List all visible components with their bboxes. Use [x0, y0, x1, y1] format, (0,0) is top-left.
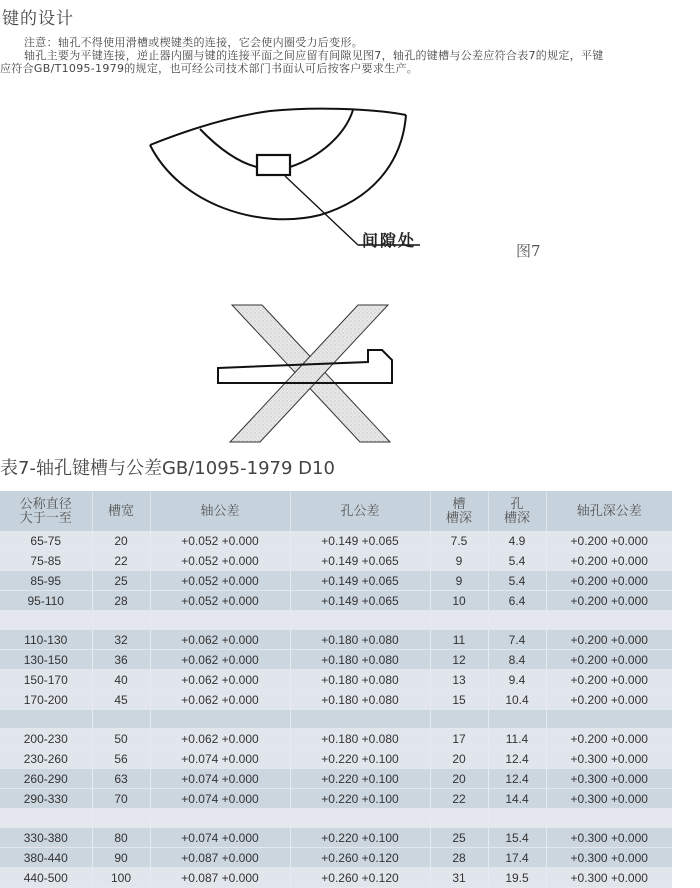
table-cell: 100	[92, 868, 150, 888]
table-cell: 14.4	[488, 789, 546, 809]
table-cell: +0.062 +0.000	[150, 690, 290, 710]
table-cell: 70	[92, 789, 150, 809]
figure-wedge-key-prohibited-icon	[210, 300, 410, 445]
table-cell: 40	[92, 670, 150, 690]
table-cell: +0.074 +0.000	[150, 749, 290, 769]
table-cell: 11	[430, 630, 488, 650]
table-cell: 20	[430, 769, 488, 789]
table-cell: 90	[92, 848, 150, 868]
table-cell: 17.4	[488, 848, 546, 868]
table-cell: 12.4	[488, 769, 546, 789]
table-cell: 440-500	[0, 868, 92, 888]
table-cell: +0.052 +0.000	[150, 571, 290, 591]
table-row	[0, 591, 672, 611]
table-group-spacer	[0, 710, 672, 729]
table-cell: +0.220 +0.100	[290, 749, 430, 769]
table-cell: 80	[92, 828, 150, 848]
table-cell: +0.149 +0.065	[290, 531, 430, 551]
table-row	[0, 551, 672, 571]
table-cell: 22	[430, 789, 488, 809]
table-cell: 20	[92, 531, 150, 551]
table-cell: 10	[430, 591, 488, 611]
table-cell: +0.180 +0.080	[290, 670, 430, 690]
table-cell: 13	[430, 670, 488, 690]
table-cell: 22	[92, 551, 150, 571]
table-cell: +0.180 +0.080	[290, 690, 430, 710]
table-cell: +0.180 +0.080	[290, 630, 430, 650]
body-line-1: 轴孔主要为平键连接，逆止器内圈与键的连接平面之间应留有间隙见图7，轴孔的键槽与公差应符合表7的规定，平键	[24, 49, 604, 62]
table-cell: 290-330	[0, 789, 92, 809]
table-cell: +0.149 +0.065	[290, 591, 430, 611]
table-cell: 380-440	[0, 848, 92, 868]
header-slot-width: 槽宽	[92, 491, 150, 531]
table-cell: 170-200	[0, 690, 92, 710]
table-cell: +0.149 +0.065	[290, 571, 430, 591]
table-cell: 20	[430, 749, 488, 769]
table-cell: 7.4	[488, 630, 546, 650]
table-cell: 45	[92, 690, 150, 710]
table-cell: 15.4	[488, 828, 546, 848]
table-cell: +0.260 +0.120	[290, 868, 430, 888]
table-row	[0, 848, 672, 868]
table-cell: +0.180 +0.080	[290, 729, 430, 749]
table-cell: +0.220 +0.100	[290, 789, 430, 809]
table-cell: 95-110	[0, 591, 92, 611]
table-cell: +0.300 +0.000	[546, 749, 672, 769]
table-cell: +0.087 +0.000	[150, 848, 290, 868]
table-cell: 11.4	[488, 729, 546, 749]
intro-text	[0, 36, 700, 75]
header-nominal-diameter: 公称直径 大于一至	[0, 491, 92, 531]
table-cell: 8.4	[488, 650, 546, 670]
table-cell: 75-85	[0, 551, 92, 571]
table-cell: 63	[92, 769, 150, 789]
table-cell: +0.220 +0.100	[290, 769, 430, 789]
header-shaft-tolerance: 轴公差	[150, 491, 290, 531]
table-cell: +0.200 +0.000	[546, 591, 672, 611]
table-cell: +0.052 +0.000	[150, 551, 290, 571]
table-cell: 10.4	[488, 690, 546, 710]
table-cell: 50	[92, 729, 150, 749]
table-cell: 28	[430, 848, 488, 868]
table-row	[0, 868, 672, 888]
table-cell: 31	[430, 868, 488, 888]
table-cell: +0.062 +0.000	[150, 630, 290, 650]
table-cell: 12.4	[488, 749, 546, 769]
note-line: 注意：轴孔不得使用滑槽或楔键类的连接，它会使内圈受力后变形。	[24, 36, 363, 49]
table-cell: 28	[92, 591, 150, 611]
table-row	[0, 828, 672, 848]
table-cell: 85-95	[0, 571, 92, 591]
header-depth-tolerance: 轴孔深公差	[546, 491, 672, 531]
table-cell: +0.260 +0.120	[290, 848, 430, 868]
table-cell: +0.200 +0.000	[546, 729, 672, 749]
table-cell: +0.062 +0.000	[150, 729, 290, 749]
table-cell: +0.149 +0.065	[290, 551, 430, 571]
table-cell: 5.4	[488, 571, 546, 591]
gap-callout-label: 间隙处	[362, 231, 417, 250]
table-cell: 4.9	[488, 531, 546, 551]
table-cell: 65-75	[0, 531, 92, 551]
header-slot-depth: 槽 槽深	[430, 491, 488, 531]
table-cell: +0.200 +0.000	[546, 650, 672, 670]
table-row	[0, 769, 672, 789]
table-cell: 25	[92, 571, 150, 591]
table-cell: +0.052 +0.000	[150, 531, 290, 551]
figure-7-caption: 图7	[516, 242, 541, 260]
table-cell: +0.200 +0.000	[546, 690, 672, 710]
table-cell: +0.062 +0.000	[150, 670, 290, 690]
table-group-spacer	[0, 809, 672, 828]
table-title: 表7-轴孔键槽与公差GB/1095-1979 D10	[0, 458, 335, 479]
table-row	[0, 690, 672, 710]
table-cell: 32	[92, 630, 150, 650]
table-cell: +0.087 +0.000	[150, 868, 290, 888]
table-row	[0, 729, 672, 749]
table-cell: +0.300 +0.000	[546, 769, 672, 789]
table-row	[0, 630, 672, 650]
table-row	[0, 749, 672, 769]
table-cell: +0.300 +0.000	[546, 789, 672, 809]
table-cell: +0.300 +0.000	[546, 868, 672, 888]
table-cell: +0.300 +0.000	[546, 828, 672, 848]
table-cell: +0.200 +0.000	[546, 551, 672, 571]
table-cell: 200-230	[0, 729, 92, 749]
table-cell: +0.220 +0.100	[290, 828, 430, 848]
table-cell: 130-150	[0, 650, 92, 670]
table-cell: +0.074 +0.000	[150, 828, 290, 848]
table-cell: +0.200 +0.000	[546, 630, 672, 650]
table-cell: 230-260	[0, 749, 92, 769]
table-cell: +0.180 +0.080	[290, 650, 430, 670]
table-cell: 19.5	[488, 868, 546, 888]
table-cell: 25	[430, 828, 488, 848]
header-hole-tolerance: 孔公差	[290, 491, 430, 531]
table-cell: 6.4	[488, 591, 546, 611]
table-cell: 15	[430, 690, 488, 710]
table-cell: 260-290	[0, 769, 92, 789]
table-cell: +0.300 +0.000	[546, 848, 672, 868]
table-cell: 9	[430, 571, 488, 591]
table-cell: 5.4	[488, 551, 546, 571]
table-row	[0, 670, 672, 690]
table-cell: 9	[430, 551, 488, 571]
table-cell: 56	[92, 749, 150, 769]
table-cell: 150-170	[0, 670, 92, 690]
table-cell: 330-380	[0, 828, 92, 848]
body-line-2: 应符合GB/T1095-1979的规定，也可经公司技术部门书面认可后按客户要求生产。	[0, 62, 419, 75]
table-cell: +0.052 +0.000	[150, 591, 290, 611]
table-row	[0, 531, 672, 551]
table-row	[0, 571, 672, 591]
page-title: 键的设计	[2, 9, 74, 29]
table-cell: +0.062 +0.000	[150, 650, 290, 670]
table-cell: +0.200 +0.000	[546, 571, 672, 591]
table-cell: 12	[430, 650, 488, 670]
table-cell: 17	[430, 729, 488, 749]
table-row	[0, 650, 672, 670]
table-cell: 7.5	[430, 531, 488, 551]
table-cell: +0.200 +0.000	[546, 531, 672, 551]
table-cell: +0.074 +0.000	[150, 769, 290, 789]
table-header-row	[0, 491, 672, 531]
header-hole-slot-depth: 孔 槽深	[488, 491, 546, 531]
table-cell: 9.4	[488, 670, 546, 690]
keyway-tolerance-table	[0, 491, 672, 888]
table-cell: +0.074 +0.000	[150, 789, 290, 809]
table-row	[0, 789, 672, 809]
table-cell: 110-130	[0, 630, 92, 650]
table-cell: +0.200 +0.000	[546, 670, 672, 690]
table-cell: 36	[92, 650, 150, 670]
table-group-spacer	[0, 611, 672, 630]
